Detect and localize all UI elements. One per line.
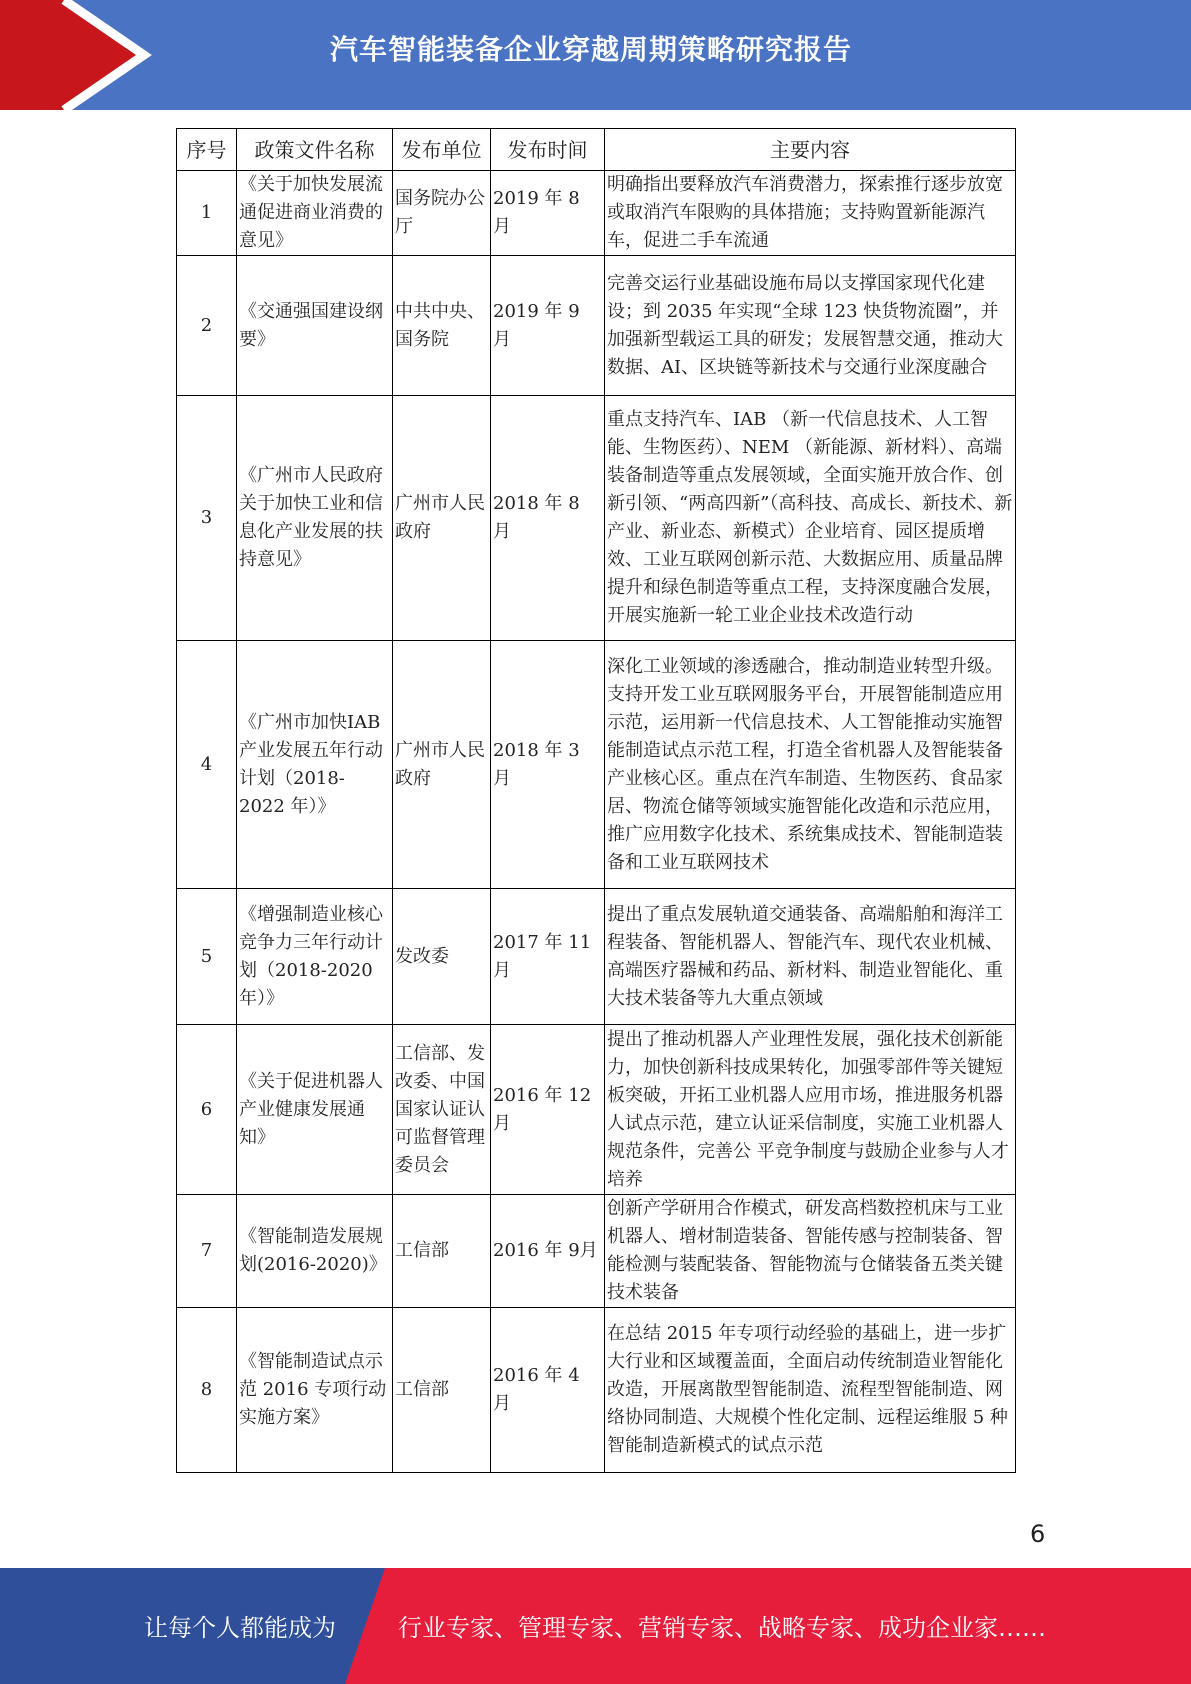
policy-issuer: 发改委 <box>393 889 491 1025</box>
policy-content: 重点支持汽车、IAB （新一代信息技术、人工智能、生物医药）、NEM （新能源、新材料）、高端装备制造等重点发展领域，全面实施开放合作、创新引领、“两高四新”（高科技、高成长、新技术、新产业、新业态、新模式）企业培育、园区提质增效、工业互联网创新示范、大数据应用、质量品牌提升和绿色制造等重点工程，支持深度融合发展，开展实施新一轮工业企业技术改造行动 <box>605 396 1016 641</box>
column-header-content: 主要内容 <box>605 129 1016 171</box>
policy-name: 《关于促进机器人产业健康发展通知》 <box>237 1025 393 1195</box>
policy-content: 明确指出要释放汽车消费潜力，探索推行逐步放宽或取消汽车限购的具体措施；支持购置新能源汽车，促进二手车流通 <box>605 171 1016 256</box>
policy-date: 2018 年 3 月 <box>491 641 605 889</box>
table-row <box>177 641 1016 889</box>
policy-issuer: 广州市人民政府 <box>393 396 491 641</box>
table-row <box>177 256 1016 396</box>
policy-issuer: 中共中央、国务院 <box>393 256 491 396</box>
policy-issuer: 工信部 <box>393 1308 491 1473</box>
footer-slogan-left: 让每个人都能成为 <box>144 1614 336 1642</box>
column-header-name: 政策文件名称 <box>237 129 393 171</box>
policy-issuer: 广州市人民政府 <box>393 641 491 889</box>
policy-date: 2016 年 12 月 <box>491 1025 605 1195</box>
page-footer <box>0 1568 1191 1684</box>
row-number: 6 <box>177 1025 237 1195</box>
row-number: 7 <box>177 1195 237 1308</box>
policy-name: 《智能制造发展规划(2016-2020)》 <box>237 1195 393 1308</box>
row-number: 8 <box>177 1308 237 1473</box>
page-header <box>0 0 1191 110</box>
policy-content: 完善交运行业基础设施布局以支撑国家现代化建设；到 2035 年实现“全球 123 快货物流圈”，并加强新型载运工具的研发；发展智慧交通，推动大数据、AI、区块链等新技术与交通行业深度融合 <box>605 256 1016 396</box>
policy-table <box>176 128 1016 1473</box>
policy-content: 在总结 2015 年专项行动经验的基础上，进一步扩大行业和区域覆盖面，全面启动传统制造业智能化改造，开展离散型智能制造、流程型智能制造、网络协同制造、大规模个性化定制、远程运维服 5 种智能制造新模式的试点示范 <box>605 1308 1016 1473</box>
policy-name: 《交通强国建设纲要》 <box>237 256 393 396</box>
table-row <box>177 171 1016 256</box>
row-number: 3 <box>177 396 237 641</box>
policy-date: 2016 年 4 月 <box>491 1308 605 1473</box>
column-header-date: 发布时间 <box>491 129 605 171</box>
policy-content: 提出了重点发展轨道交通装备、高端船舶和海洋工程装备、智能机器人、智能汽车、现代农业机械、高端医疗器械和药品、新材料、制造业智能化、重大技术装备等九大重点领域 <box>605 889 1016 1025</box>
table-row <box>177 1025 1016 1195</box>
policy-content: 提出了推动机器人产业理性发展，强化技术创新能力，加快创新科技成果转化，加强零部件等关键短板突破，开拓工业机器人应用市场，推进服务机器人试点示范，建立认证采信制度，实施工业机器人规范条件，完善公 平竞争制度与鼓励企业参与人才培养 <box>605 1025 1016 1195</box>
table-row <box>177 1195 1016 1308</box>
table-row <box>177 1308 1016 1473</box>
policy-name: 《关于加快发展流通促进商业消费的意见》 <box>237 171 393 256</box>
policy-name: 《广州市人民政府关于加快工业和信息化产业发展的扶持意见》 <box>237 396 393 641</box>
column-header-no: 序号 <box>177 129 237 171</box>
row-number: 1 <box>177 171 237 256</box>
policy-date: 2019 年 9 月 <box>491 256 605 396</box>
policy-date: 2017 年 11 月 <box>491 889 605 1025</box>
policy-issuer: 工信部、发改委、中国国家认证认可监督管理委员会 <box>393 1025 491 1195</box>
policy-date: 2018 年 8 月 <box>491 396 605 641</box>
table-header-row <box>177 129 1016 171</box>
policy-content: 深化工业领域的渗透融合，推动制造业转型升级。支持开发工业互联网服务平台，开展智能制造应用示范，运用新一代信息技术、人工智能推动实施智能制造试点示范工程，打造全省机器人及智能装备产业核心区。重点在汽车制造、生物医药、食品家居、物流仓储等领域实施智能化改造和示范应用，推广应用数字化技术、系统集成技术、智能制造装备和工业互联网技术 <box>605 641 1016 889</box>
policy-issuer: 国务院办公厅 <box>393 171 491 256</box>
policy-issuer: 工信部 <box>393 1195 491 1308</box>
policy-name: 《增强制造业核心竞争力三年行动计划（2018-2020 年）》 <box>237 889 393 1025</box>
policy-date: 2019 年 8 月 <box>491 171 605 256</box>
report-title: 汽车智能装备企业穿越周期策略研究报告 <box>330 33 853 66</box>
row-number: 5 <box>177 889 237 1025</box>
table-row <box>177 396 1016 641</box>
policy-name: 《智能制造试点示范 2016 专项行动实施方案》 <box>237 1308 393 1473</box>
row-number: 2 <box>177 256 237 396</box>
table-row <box>177 889 1016 1025</box>
page-number: 6 <box>1030 1520 1046 1548</box>
policy-content: 创新产学研用合作模式，研发高档数控机床与工业机器人、增材制造装备、智能传感与控制装备、智能检测与装配装备、智能物流与仓储装备五类关键技术装备 <box>605 1195 1016 1308</box>
footer-slogan-right: 行业专家、管理专家、营销专家、战略专家、成功企业家…… <box>398 1614 1046 1642</box>
policy-name: 《广州市加快IAB 产业发展五年行动计划（2018-2022 年）》 <box>237 641 393 889</box>
row-number: 4 <box>177 641 237 889</box>
policy-date: 2016 年 9月 <box>491 1195 605 1308</box>
column-header-issuer: 发布单位 <box>393 129 491 171</box>
